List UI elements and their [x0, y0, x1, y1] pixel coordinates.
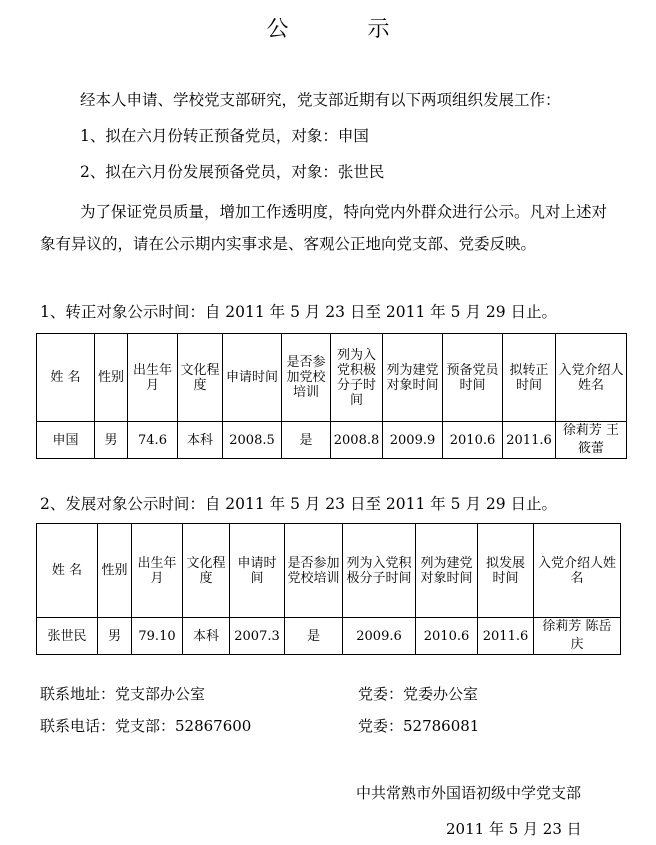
intro-paragraph: 经本人申请、学校党支部研究，党支部近期有以下两项组织发展工作：: [80, 91, 561, 109]
header-cell: 文化程度: [178, 334, 223, 422]
header-cell: 列为建党对象时间: [383, 334, 443, 422]
cell-gender: 男: [98, 618, 132, 655]
party-committee-phone: 党委：52786081: [358, 717, 480, 735]
header-cell: 申请时间: [230, 524, 285, 618]
table-header-row: [37, 524, 621, 618]
table-header-row: [37, 334, 627, 422]
header-cell: 性别: [98, 524, 132, 618]
header-cell: 是否参加党校培训: [285, 524, 343, 618]
header-cell: 预备党员时间: [443, 334, 503, 422]
cell-birth: 79.10: [132, 618, 183, 655]
cell-name: 张世民: [37, 618, 98, 655]
cell-name: 申国: [37, 422, 95, 459]
cell-full-member-date: 2011.6: [503, 422, 556, 459]
cell-activist-date: 2008.8: [331, 422, 383, 459]
cell-birth: 74.6: [128, 422, 178, 459]
cell-training: 是: [282, 422, 331, 459]
cell-introducers: 徐莉芳 陈岳庆: [534, 618, 621, 655]
page-title: 公 示: [266, 17, 426, 42]
header-cell: 列为入党积极分子时间: [343, 524, 416, 618]
table-row: [37, 422, 627, 459]
section-2-heading: 2、发展对象公示时间：自 2011 年 5 月 23 日至 2011 年 5 月 29 日止。: [40, 495, 558, 513]
cell-apply-date: 2007.3: [230, 618, 285, 655]
table-probationary: [36, 333, 627, 459]
cell-candidate-date: 2009.9: [383, 422, 443, 459]
header-cell: 列为入党积极分子时间: [331, 334, 383, 422]
party-committee-office: 党委：党委办公室: [358, 685, 479, 703]
item-2: 2、拟在六月份发展预备党员，对象：张世民: [80, 163, 385, 181]
header-cell: 性别: [95, 334, 128, 422]
cell-apply-date: 2008.5: [223, 422, 282, 459]
table-development: [36, 523, 621, 655]
cell-activist-date: 2009.6: [343, 618, 416, 655]
table-row: [37, 618, 621, 655]
header-cell: 文化程度: [183, 524, 230, 618]
cell-probation-date: 2010.6: [443, 422, 503, 459]
cell-development-date: 2011.6: [478, 618, 534, 655]
cell-candidate-date: 2010.6: [416, 618, 478, 655]
header-cell: 是否参加党校培训: [282, 334, 331, 422]
cell-education: 本科: [183, 618, 230, 655]
signature-date: 2011 年 5 月 23 日: [446, 820, 582, 838]
signature-organization: 中共常熟市外国语初级中学党支部: [356, 784, 582, 802]
header-cell: 入党介绍人姓名: [556, 334, 627, 422]
contact-address: 联系地址：党支部办公室: [40, 685, 206, 703]
header-cell: 列为建党对象时间: [416, 524, 478, 618]
header-cell: 出生年月: [128, 334, 178, 422]
cell-gender: 男: [95, 422, 128, 459]
header-cell: 拟发展时间: [478, 524, 534, 618]
header-cell: 入党介绍人姓名: [534, 524, 621, 618]
header-cell: 姓 名: [37, 334, 95, 422]
cell-training: 是: [285, 618, 343, 655]
header-cell: 出生年月: [132, 524, 183, 618]
header-cell: 拟转正时间: [503, 334, 556, 422]
cell-introducers: 徐莉芳 王筱蕾: [556, 422, 627, 459]
header-cell: 申请时间: [223, 334, 282, 422]
cell-education: 本科: [178, 422, 223, 459]
section-1-heading: 1、转正对象公示时间：自 2011 年 5 月 23 日至 2011 年 5 月 29 日止。: [40, 303, 558, 321]
notice-paragraph: 为了保证党员质量，增加工作透明度，特向党内外群众进行公示。凡对上述对象有异议的，请在公示期内实事求是、客观公正地向党支部、党委反映。: [40, 203, 608, 253]
contact-phone: 联系电话：党支部：52867600: [40, 717, 252, 735]
header-cell: 姓 名: [37, 524, 98, 618]
item-1: 1、拟在六月份转正预备党员，对象：申国: [80, 127, 369, 145]
